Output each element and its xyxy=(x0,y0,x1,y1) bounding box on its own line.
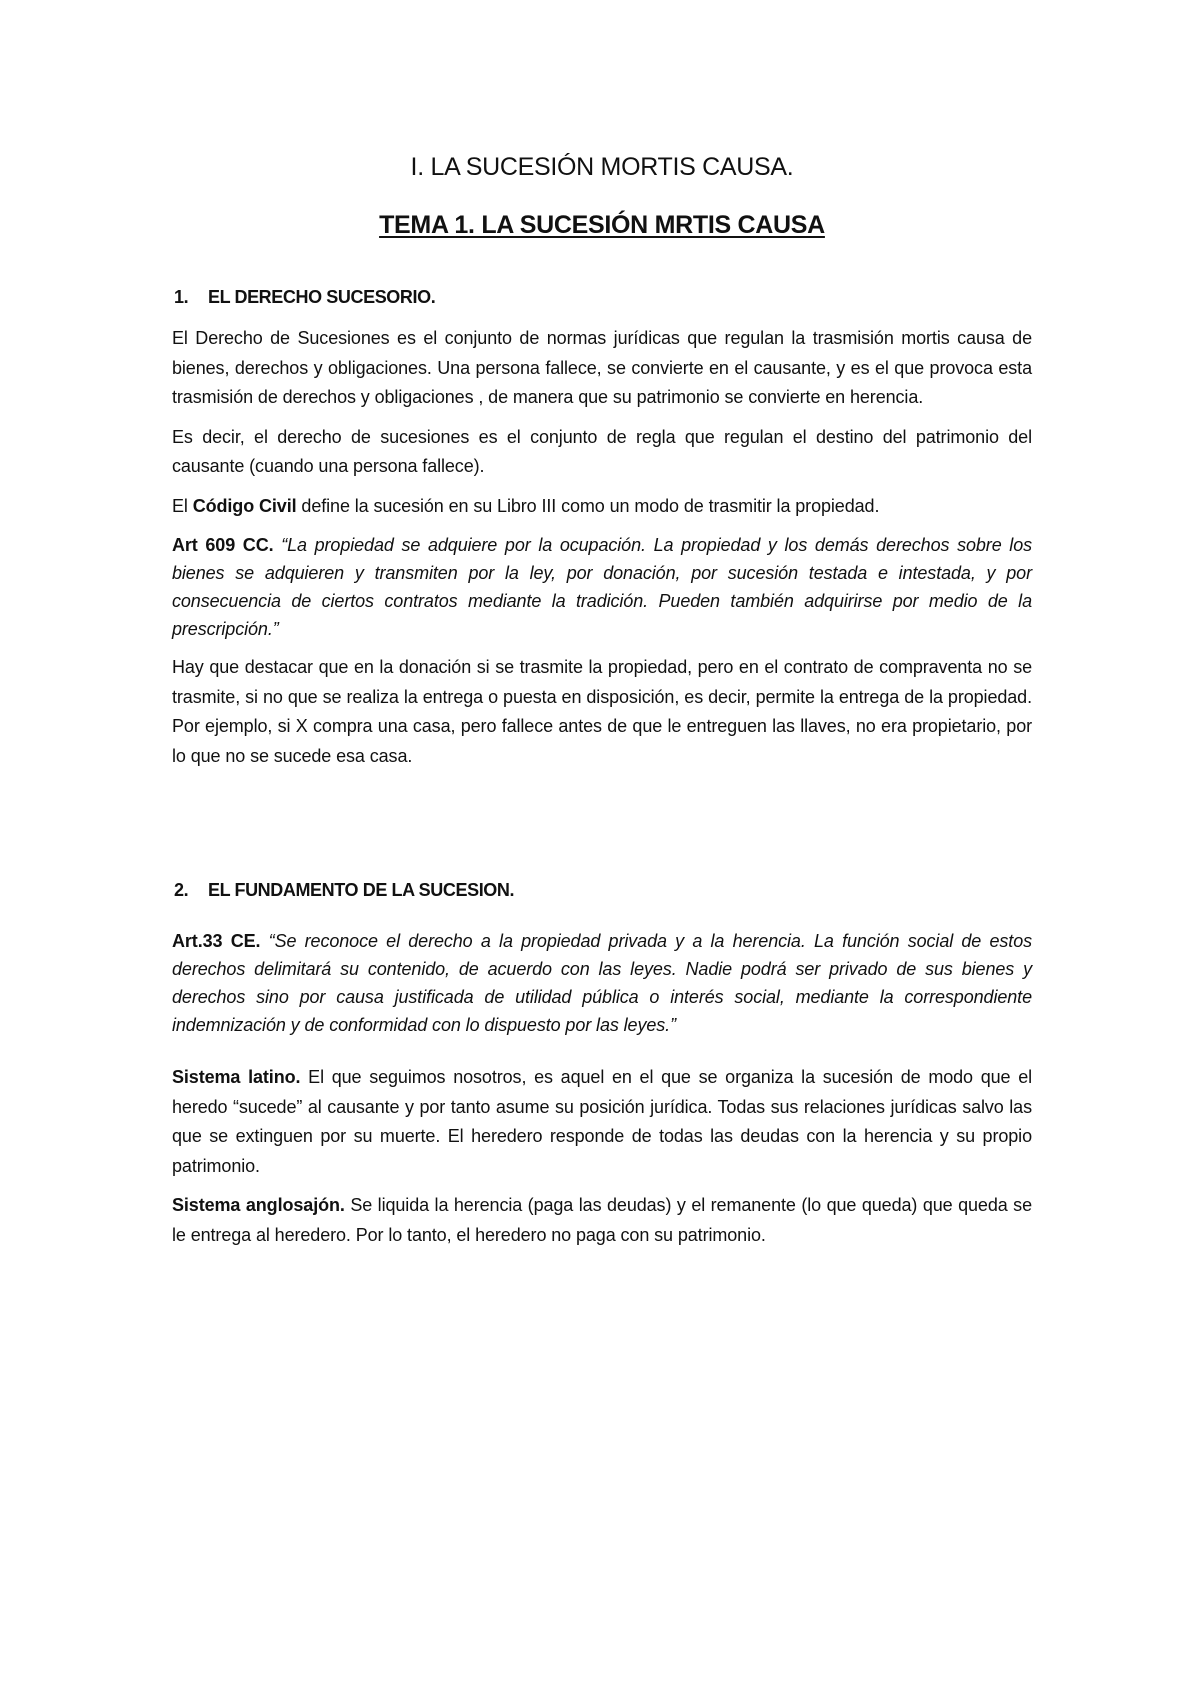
subtitle: TEMA 1. LA SUCESIÓN MRTIS CAUSA xyxy=(379,211,825,239)
text-run: El que seguimos nosotros, es aquel en el que se organiza la sucesión de modo que el heredo “sucede” al causante y por tanto asume su posición jurídica. Todas sus relaciones jurídicas salvo las que se extinguen por su muerte. El heredero responde de todas las deudas con la herencia y su propio patrimonio. xyxy=(172,1067,1033,1176)
system-label: Sistema latino. xyxy=(172,1067,301,1087)
text-run: El xyxy=(172,495,193,516)
section-heading xyxy=(174,877,1032,903)
text-run: Se liquida la herencia (paga las deudas) y el remanente (lo que queda) que queda se le entrega al heredero. Por lo tanto, el heredero no paga con su patrimonio. xyxy=(172,1195,1032,1245)
text-run: define la sucesión en su Libro III como un modo de trasmitir la propiedad. xyxy=(296,495,880,516)
section-number: 1. xyxy=(174,287,189,307)
section-heading xyxy=(174,284,1032,310)
paragraph xyxy=(172,1191,1032,1250)
article-quote xyxy=(172,927,1032,1039)
bold-term: Código Civil xyxy=(192,495,297,516)
article-label: Art.33 CE. xyxy=(172,931,261,951)
paragraph: Es decir, el derecho de sucesiones es el conjunto de regla que regulan el destino del patrimonio del causante (cuando una persona fallece). xyxy=(172,426,1032,476)
section-fundamento xyxy=(172,877,1032,1250)
paragraph: El Derecho de Sucesiones es el conjunto de normas jurídicas que regulan la trasmisión mortis causa de bienes, derechos y obligaciones. Una persona fallece, se convierte en el causante, y es el que provoca esta trasmisión de derechos y obligaciones , de manera que su patrimonio se convierte en herencia. xyxy=(172,328,1032,407)
paragraph: Hay que destacar que en la donación si se trasmite la propiedad, pero en el contrato de compraventa no se trasmite, si no que se realiza la entrega o puesta en disposición, es decir, permite la entrega de la propiedad. Por ejemplo, si X compra una casa, pero fallece antes de que le entreguen las llaves, no era propietario, por lo que no se sucede esa casa. xyxy=(172,657,1032,766)
article-label: Art 609 CC. xyxy=(172,535,274,555)
article-quote xyxy=(172,531,1032,643)
section-title: EL DERECHO SUCESORIO. xyxy=(208,287,436,307)
spacer xyxy=(172,781,1032,877)
paragraph xyxy=(172,492,1032,522)
article-text: “La propiedad se adquiere por la ocupación. La propiedad y los demás derechos sobre los bienes se adquieren y transmiten por la ley, por donación, por sucesión testada e intestada, y por consecuencia de ciertos contratos mediante la tradición. Pueden también adquirirse por medio de la prescripción.” xyxy=(172,535,1032,639)
article-text: “Se reconoce el derecho a la propiedad privada y a la herencia. La función social de estos derechos delimitará su contenido, de acuerdo con las leyes. Nadie podrá ser privado de sus bienes y derechos sino por causa justificada de utilidad pública o interés social, mediante la correspondiente indemnización y de conformidad con lo dispuesto por las leyes.” xyxy=(172,931,1033,1035)
section-title: EL FUNDAMENTO DE LA SUCESION. xyxy=(208,880,515,900)
main-title: I. LA SUCESIÓN MORTIS CAUSA. xyxy=(410,153,794,181)
section-derecho-sucesorio xyxy=(172,284,1032,771)
spacer xyxy=(172,1049,1032,1063)
paragraph xyxy=(172,1063,1032,1181)
system-label: Sistema anglosajón. xyxy=(172,1195,345,1215)
section-number: 2. xyxy=(174,880,189,900)
spacer xyxy=(172,917,1032,927)
